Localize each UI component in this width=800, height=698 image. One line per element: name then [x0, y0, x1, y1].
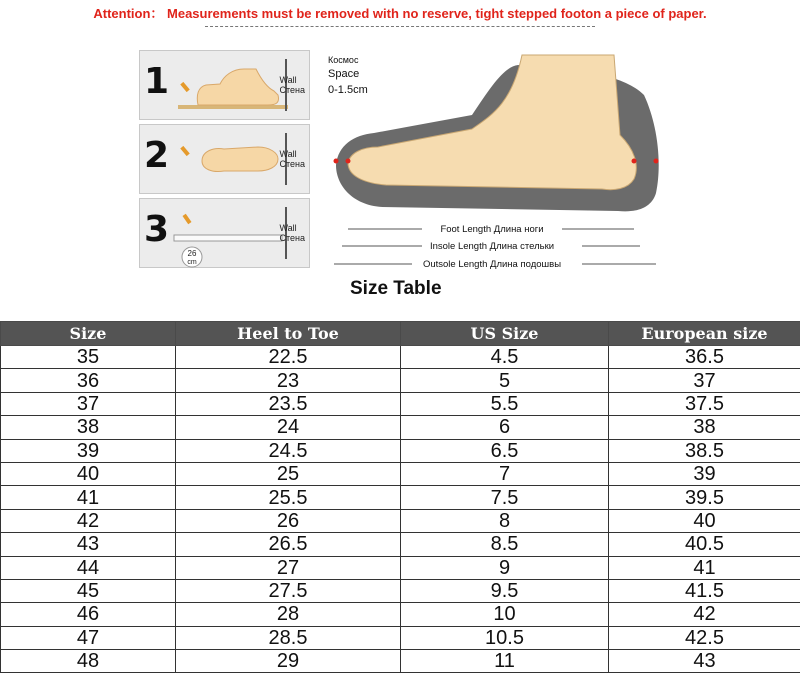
pencil-icon	[182, 214, 191, 224]
heel-to-toe-cell: 24.5	[176, 439, 401, 462]
table-row	[1, 346, 800, 369]
european-size-cell: 37.5	[609, 392, 800, 415]
wall-en: Wall	[279, 75, 297, 85]
size-cell: 41	[1, 486, 176, 509]
european-size-cell: 41	[609, 556, 800, 579]
us-size-cell: 10	[401, 603, 609, 626]
us-size-cell: 9.5	[401, 579, 609, 602]
heel-to-toe-cell: 27.5	[176, 579, 401, 602]
heel-to-toe-cell: 23.5	[176, 392, 401, 415]
wall-ru: Стена	[279, 233, 305, 243]
size-cell: 36	[1, 369, 176, 392]
ruler-badge-unit: cm	[187, 259, 197, 266]
heel-to-toe-cell: 29	[176, 650, 401, 673]
heel-to-toe-cell: 25	[176, 462, 401, 485]
step-3-wall-label	[279, 223, 305, 243]
wall-ru: Стена	[279, 159, 305, 169]
european-size-cell: 43	[609, 650, 800, 673]
us-size-cell: 8	[401, 509, 609, 532]
heel-to-toe-cell: 27	[176, 556, 401, 579]
heel-marker	[654, 159, 659, 164]
toe-marker	[346, 159, 351, 164]
heel-to-toe-cell: 23	[176, 369, 401, 392]
european-size-cell: 40	[609, 509, 800, 532]
heel-to-toe-cell: 24	[176, 416, 401, 439]
attention-notice	[0, 3, 800, 22]
us-size-cell: 11	[401, 650, 609, 673]
table-row	[1, 462, 800, 485]
foot-top-icon	[202, 147, 278, 172]
step-1-number: 1	[144, 61, 170, 102]
size-cell: 39	[1, 439, 176, 462]
size-cell: 43	[1, 533, 176, 556]
table-row	[1, 556, 800, 579]
header-us-size: US Size	[401, 322, 609, 346]
us-size-cell: 6.5	[401, 439, 609, 462]
european-size-cell: 38	[609, 416, 800, 439]
table-row	[1, 626, 800, 649]
foot-icon	[348, 55, 636, 190]
step-2-wall-label	[279, 149, 305, 169]
attention-text: Attention： Measurements must be removed with no reserve, tight stepped footon a piece of paper.	[93, 6, 707, 21]
european-size-cell: 41.5	[609, 579, 800, 602]
ruler-badge-number: 26	[187, 249, 197, 258]
size-cell: 38	[1, 416, 176, 439]
heel-to-toe-cell: 26.5	[176, 533, 401, 556]
shoe-diagram	[322, 45, 667, 275]
table-row	[1, 509, 800, 532]
size-table	[0, 321, 800, 673]
wall-en: Wall	[279, 223, 297, 233]
us-size-cell: 5	[401, 369, 609, 392]
us-size-cell: 9	[401, 556, 609, 579]
size-cell: 44	[1, 556, 176, 579]
us-size-cell: 5.5	[401, 392, 609, 415]
header-heel-to-toe: Heel to Toe	[176, 322, 401, 346]
size-cell: 35	[1, 346, 176, 369]
toe-marker	[334, 159, 339, 164]
wall-ru: Стена	[279, 85, 305, 95]
table-row	[1, 486, 800, 509]
size-cell: 37	[1, 392, 176, 415]
european-size-cell: 39.5	[609, 486, 800, 509]
table-row	[1, 369, 800, 392]
table-row	[1, 533, 800, 556]
header-size: Size	[1, 322, 176, 346]
european-size-cell: 40.5	[609, 533, 800, 556]
size-table-body	[1, 346, 800, 673]
european-size-cell: 42.5	[609, 626, 800, 649]
size-cell: 42	[1, 509, 176, 532]
foot-side-icon	[197, 69, 278, 105]
space-label-en: Space	[328, 68, 360, 80]
us-size-cell: 7.5	[401, 486, 609, 509]
european-size-cell: 39	[609, 462, 800, 485]
table-row	[1, 392, 800, 415]
step-2-number: 2	[144, 135, 170, 176]
heel-to-toe-cell: 28.5	[176, 626, 401, 649]
heel-to-toe-cell: 25.5	[176, 486, 401, 509]
us-size-cell: 8.5	[401, 533, 609, 556]
attention-underline	[205, 26, 595, 27]
european-size-cell: 36.5	[609, 346, 800, 369]
step-1-wall-label	[279, 75, 305, 95]
step-2-panel	[139, 124, 310, 194]
table-row	[1, 439, 800, 462]
step-3-number: 3	[144, 209, 170, 250]
wall-en: Wall	[279, 149, 297, 159]
us-size-cell: 4.5	[401, 346, 609, 369]
step-3-panel	[139, 198, 310, 268]
size-cell: 45	[1, 579, 176, 602]
foot-length-label: Foot Length Длина ноги	[440, 224, 544, 235]
size-table-header-row	[1, 322, 800, 346]
outsole-length-label: Outsole Length Длина подошвы	[422, 259, 562, 270]
heel-marker	[632, 159, 637, 164]
size-cell: 47	[1, 626, 176, 649]
space-label-ru: Космос	[328, 55, 359, 65]
size-cell: 40	[1, 462, 176, 485]
heel-to-toe-cell: 22.5	[176, 346, 401, 369]
european-size-cell: 37	[609, 369, 800, 392]
table-row	[1, 416, 800, 439]
insole-length-label: Insole Length Длина стельки	[429, 241, 555, 252]
size-cell: 46	[1, 603, 176, 626]
ruler-icon	[174, 235, 282, 241]
heel-to-toe-cell: 28	[176, 603, 401, 626]
space-range: 0-1.5cm	[328, 84, 368, 96]
step-1-panel	[139, 50, 310, 120]
european-size-cell: 38.5	[609, 439, 800, 462]
table-row	[1, 650, 800, 673]
us-size-cell: 6	[401, 416, 609, 439]
us-size-cell: 7	[401, 462, 609, 485]
step-1-paper	[178, 105, 288, 109]
header-european-size: European size	[609, 322, 800, 346]
table-row	[1, 579, 800, 602]
us-size-cell: 10.5	[401, 626, 609, 649]
size-table-title: Size Table	[350, 278, 442, 299]
pencil-icon	[180, 146, 189, 156]
table-row	[1, 603, 800, 626]
heel-to-toe-cell: 26	[176, 509, 401, 532]
size-cell: 48	[1, 650, 176, 673]
pencil-icon	[180, 82, 189, 92]
european-size-cell: 42	[609, 603, 800, 626]
